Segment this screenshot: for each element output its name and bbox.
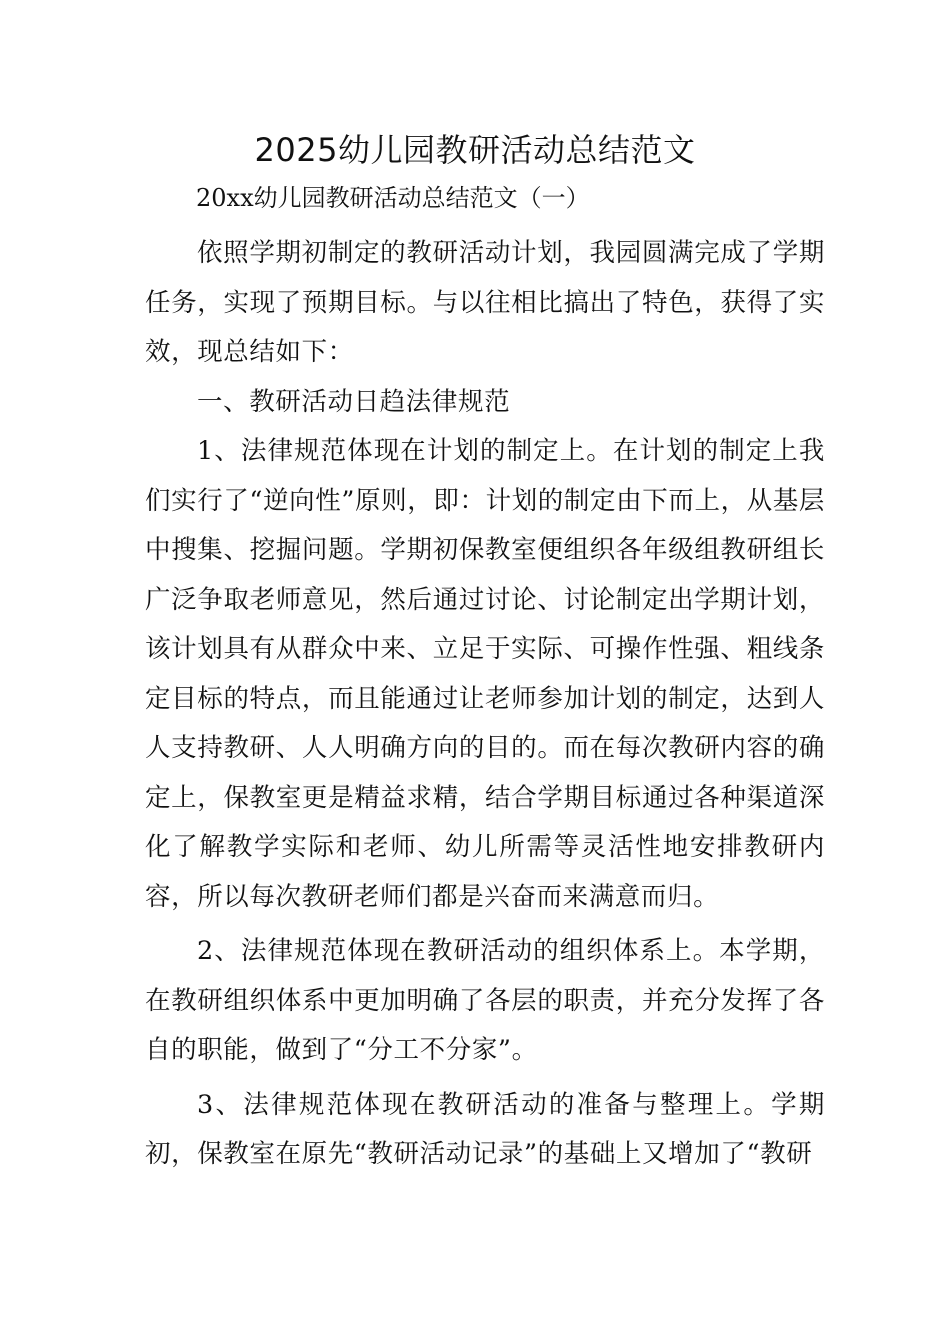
document-subtitle: 20xx幼儿园教研活动总结范文（一） bbox=[196, 184, 590, 212]
paragraph-item-1: 1、法律规范体现在计划的制定上。在计划的制定上我们实行了“逆向性”原则，即：计划的制定由下而上，从基层中搜集、挖掘问题。学期初保教室便组织各年级组教研组长广泛争取老师意见，然后通过讨论、讨论制定出学期计划，该计划具有从群众中来、立足于实际、可操作性强、粗线条定目标的特点，而且能通过让老师参加计划的制定，达到人人支持教研、人人明确方向的目的。而在每次教研内容的确定上，保教室更是精益求精，结合学期目标通过各种渠道深化了解教学实际和老师、幼儿所需等灵活性地安排教研内容，所以每次教研老师们都是兴奋而来满意而归。 bbox=[145, 436, 825, 912]
paragraph-intro: 依照学期初制定的教研活动计划，我园圆满完成了学期任务，实现了预期目标。与以往相比搞出了特色，获得了实效，现总结如下： bbox=[145, 238, 825, 367]
paragraph-item-2: 2、法律规范体现在教研活动的组织体系上。本学期，在教研组织体系中更加明确了各层的职责，并充分发挥了各自的职能，做到了“分工不分家”。 bbox=[145, 936, 825, 1065]
section-heading: 一、教研活动日趋法律规范 bbox=[197, 386, 511, 417]
document-title: 2025幼儿园教研活动总结范文 bbox=[254, 131, 696, 169]
document-body bbox=[145, 229, 825, 1180]
paragraph-item-3: 3、法律规范体现在教研活动的准备与整理上。学期初，保教室在原先“教研活动记录”的基础上又增加了“教研 bbox=[145, 1089, 825, 1169]
